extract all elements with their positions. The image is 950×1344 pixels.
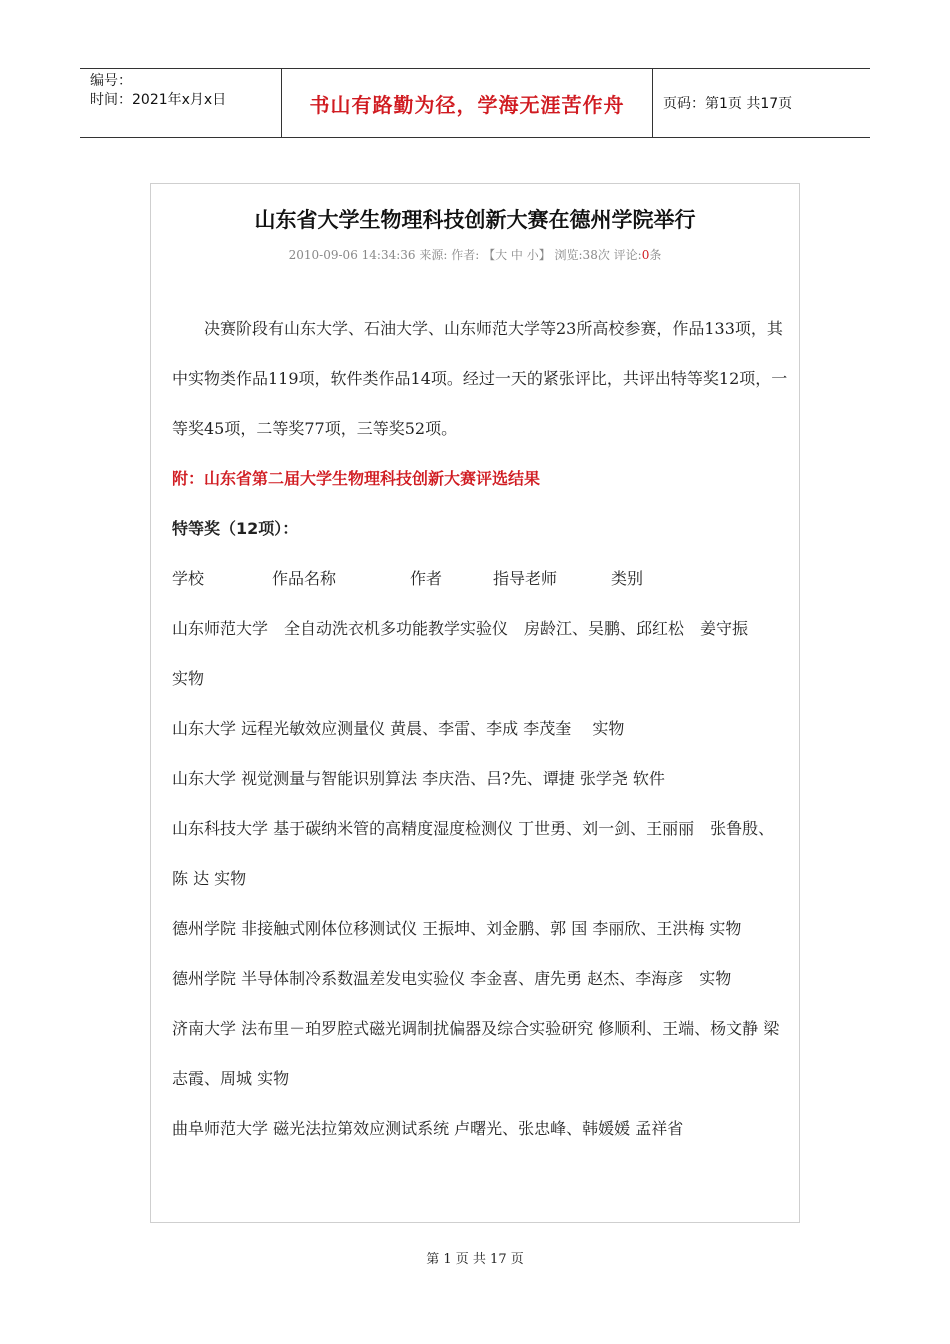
column-advisor: 指导老师	[493, 569, 558, 588]
header-motto-cell	[282, 69, 653, 137]
award-entry: 德州学院 非接触式刚体位移测试仪 王振坤、刘金鹏、郭 国 李丽欣、王洪梅 实物	[172, 919, 742, 938]
award-entry: 山东师范大学 全自动洗衣机多功能教学实验仪 房龄江、吴鹏、邱红松 姜守振 实物	[172, 619, 797, 688]
appendix-prefix: 附：	[172, 469, 205, 488]
article-frame	[150, 183, 800, 1223]
column-header-row	[172, 554, 790, 604]
column-school: 学校	[172, 569, 205, 588]
article-title: 山东省大学生物理科技创新大赛在德州学院举行	[254, 208, 696, 232]
article-body	[172, 304, 797, 1154]
appendix-title-link[interactable]: 山东省第二届大学生物理科技创新大赛评选结果	[204, 469, 541, 488]
appendix-line	[172, 454, 790, 504]
header-page-cell	[653, 69, 870, 137]
award-entry: 济南大学 法布里－珀罗腔式磁光调制扰偏器及综合实验研究 修顺利、王端、杨文静 梁志霞、周城 实物	[172, 1019, 780, 1088]
page-footer: 第 1 页 共 17 页	[426, 1252, 524, 1267]
document-time-label: 时间：2021年x月x日	[90, 92, 227, 108]
award-entry: 山东科技大学 基于碳纳米管的高精度湿度检测仪 丁世勇、刘一剑、王丽丽 张鲁殷、陈 达 实物	[172, 819, 775, 888]
meta-suffix: 条	[649, 248, 662, 262]
column-category: 类别	[611, 569, 644, 588]
award-heading: 特等奖（12项）：	[172, 519, 299, 538]
comment-count: 0	[641, 248, 650, 262]
document-number-label: 编号：	[90, 73, 132, 89]
page-header	[80, 68, 870, 138]
header-info-cell	[80, 69, 282, 137]
header-page-label: 页码：第1页 共17页	[663, 96, 793, 112]
meta-info: 2010-09-06 14:34:36 来源: 作者: 【大 中 小】 浏览:38次 评论:	[288, 248, 642, 262]
award-entry: 德州学院 半导体制冷系数温差发电实验仪 李金喜、唐先勇 赵杰、李海彦 实物	[172, 969, 732, 988]
award-entry: 山东大学 远程光敏效应测量仪 黄晨、李雷、李成 李茂奎 实物	[172, 719, 625, 738]
column-work-title: 作品名称	[272, 569, 337, 588]
article-meta	[151, 246, 799, 263]
award-entry: 曲阜师范大学 磁光法拉第效应测试系统 卢曙光、张忠峰、韩媛媛 孟祥省	[172, 1119, 684, 1138]
intro-paragraph: 决赛阶段有山东大学、石油大学、山东师范大学等23所高校参赛，作品133项，其中实物类作品119项，软件类作品14项。经过一天的紧张评比，共评出特等奖12项，一等奖45项，二等奖77项，三等奖52项。	[172, 319, 788, 438]
award-entry: 山东大学 视觉测量与智能识别算法 李庆浩、吕?先、谭捷 张学尧 软件	[172, 769, 665, 788]
column-author: 作者	[410, 569, 443, 588]
header-motto: 书山有路勤为径，学海无涯苦作舟	[309, 92, 625, 117]
